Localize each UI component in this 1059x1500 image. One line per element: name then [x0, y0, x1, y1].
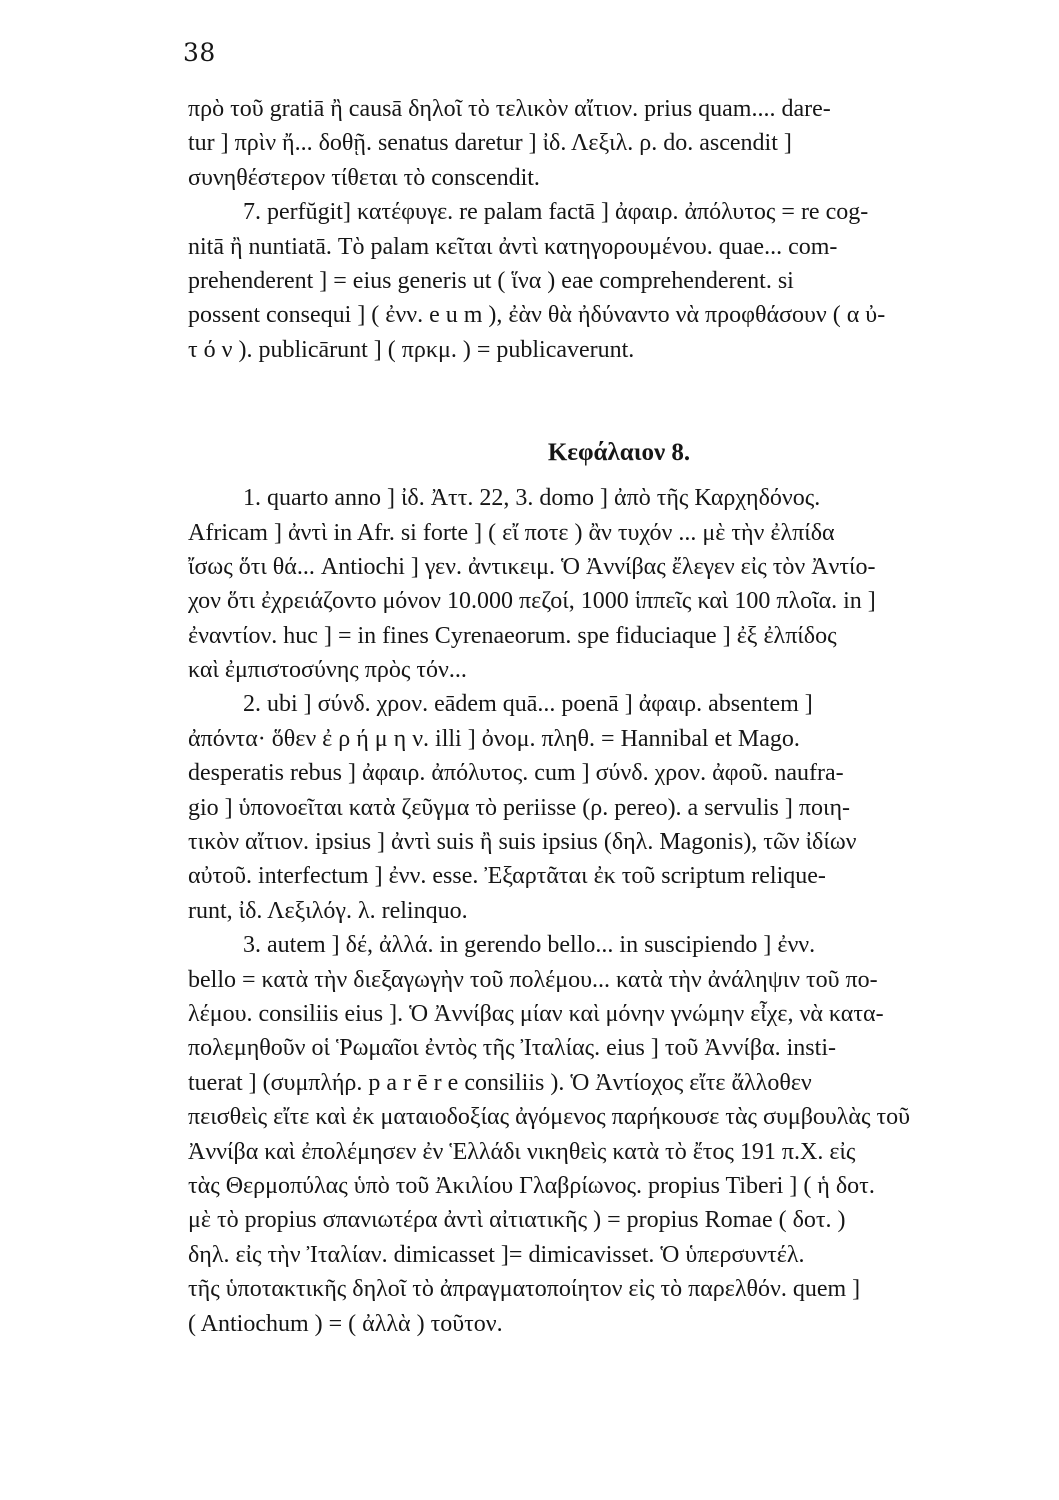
text-line: gio ] ὑπονοεῖται κατὰ ζεῦγμα τὸ periisse (ρ. pereo). a servulis ] ποιη- — [188, 794, 850, 821]
text-line: μὲ τὸ propius σπανιωτέρα ἀντὶ αἰτιατικῆς ) = propius Romae ( δοτ. ) — [188, 1207, 846, 1234]
text-line: ( Antiochum ) = ( ἀλλὰ ) τοῦτον. — [188, 1310, 503, 1337]
text-line: tuerat ] (συμπλήρ. p a r ē r e consiliis ). Ὁ Ἀντίοχος εἴτε ἄλλοθεν — [188, 1069, 812, 1096]
text-line: 1. quarto anno ] ἰδ. Ἀττ. 22, 3. domo ] ἀπὸ τῆς Καρχηδόνος. — [243, 485, 821, 512]
text-line: χον ὅτι ἐχρειάζοντο μόνον 10.000 πεζοί, 1000 ἱππεῖς καὶ 100 πλοῖα. in ] — [188, 588, 876, 615]
text-line: τῆς ὑποτακτικῆς δηλοῖ τὸ ἀπραγματοποίητον εἰς τὸ παρελθόν. quem ] — [188, 1276, 861, 1303]
text-line: λέμου. consiliis eius ]. Ὁ Ἀννίβας μίαν καὶ μόνην γνώμην εἶχε, νὰ κατα- — [188, 1000, 884, 1027]
text-line: πρὸ τοῦ gratiā ἢ causā δηλοῖ τὸ τελικὸν αἴτιον. prius quam.... dare- — [188, 96, 831, 122]
text-line: possent consequi ] ( ἐνν. e u m ), ἐὰν θὰ ἠδύναντο νὰ προφθάσουν ( α ὐ- — [188, 302, 886, 329]
text-line: runt, ἰδ. Λεξιλόγ. λ. relinquo. — [188, 897, 468, 924]
text-line: αὐτοῦ. interfectum ] ἐνν. esse. Ἐξαρτᾶται ἐκ τοῦ scriptum relique- — [188, 863, 826, 890]
text-line: Ἀννίβα καὶ ἐπολέμησεν ἐν Ἑλλάδι νικηθεὶς κατὰ τὸ ἔτος 191 π.Χ. εἰς — [188, 1138, 856, 1165]
text-line: καὶ ἐμπιστοσύνης πρὸς τόν... — [188, 657, 467, 684]
text-line: τικὸν αἴτιον. ipsius ] ἀντὶ suis ἢ suis ipsius (δηλ. Magonis), τῶν ἰδίων — [188, 829, 857, 856]
text-line: δηλ. εἰς τὴν Ἰταλίαν. dimicasset ]= dimicavisset. Ὁ ὑπερσυντέλ. — [188, 1241, 805, 1268]
text-line: τ ό ν ). publicārunt ] ( πρκμ. ) = publicaverunt. — [188, 336, 635, 363]
section-spacer — [188, 367, 1030, 425]
text-line: ἀπόντα· ὅθεν ἐ ρ ή μ η ν. illi ] ὀνομ. πληθ. = Hannibal et Mago. — [188, 725, 800, 752]
text-line: ἐναντίον. huc ] = in fines Cyrenaeorum. spe fiduciaque ] ἐξ ἐλπίδος — [188, 622, 837, 649]
text-line: desperatis rebus ] ἀφαιρ. ἀπόλυτος. cum ] σύνδ. χρον. ἀφοῦ. naufra- — [188, 760, 844, 787]
text-line: nitā ἢ nuntiatā. Τὸ palam κεῖται ἀντὶ κατηγορουμένου. quae... com- — [188, 233, 838, 260]
text-line: τὰς Θερμοπύλας ὑπὸ τοῦ Ἀκιλίου Γλαβρίωνος. propius Tiberi ] ( ἡ δοτ. — [188, 1172, 875, 1199]
text-line: 7. perfŭgit] κατέφυγε. re palam factā ] ἀφαιρ. ἀπόλυτος = re cog- — [243, 199, 869, 226]
text-line: bello = κατὰ τὴν διεξαγωγὴν τοῦ πολέμου... κατὰ τὴν ἀνάληψιν τοῦ πο- — [188, 966, 878, 993]
body-text — [188, 92, 1030, 1341]
text-line: Africam ] ἀντὶ in Afr. si forte ] ( εἴ ποτε ) ἂν τυχόν ... μὲ τὴν ἐλπίδα — [188, 519, 835, 546]
chapter-heading: Κεφάλαιον 8. — [547, 439, 691, 467]
text-line: 3. autem ] δέ, ἀλλά. in gerendo bello... in suscipiendo ] ἐνν. — [243, 932, 816, 959]
text-line: ἴσως ὅτι θά... Antiochi ] γεν. ἀντικειμ. Ὁ Ἀννίβας ἔλεγεν εἰς τὸν Ἀντίο- — [188, 553, 876, 580]
text-line: 2. ubi ] σύνδ. χρον. eādem quā... poenā ] ἀφαιρ. absentem ] — [243, 691, 813, 718]
text-line: πεισθεὶς εἴτε καὶ ἐκ ματαιοδοξίας ἀγόμενος παρήκουσε τὰς συμβουλὰς τοῦ — [188, 1104, 911, 1131]
text-line: prehenderent ] = eius generis ut ( ἵνα ) eae comprehenderent. si — [188, 267, 794, 294]
text-line: πολεμηθοῦν οἱ Ῥωμαῖοι ἐντὸς τῆς Ἰταλίας. eius ] τοῦ Ἀννίβα. insti- — [188, 1035, 836, 1062]
page-number: 38 — [183, 38, 216, 67]
text-line: συνηθέστερον τίθεται τὸ conscendit. — [188, 164, 540, 191]
text-line: tur ] πρὶν ἤ... δοθῇ. senatus daretur ] ἰδ. Λεξιλ. ρ. do. ascendit ] — [188, 130, 792, 157]
